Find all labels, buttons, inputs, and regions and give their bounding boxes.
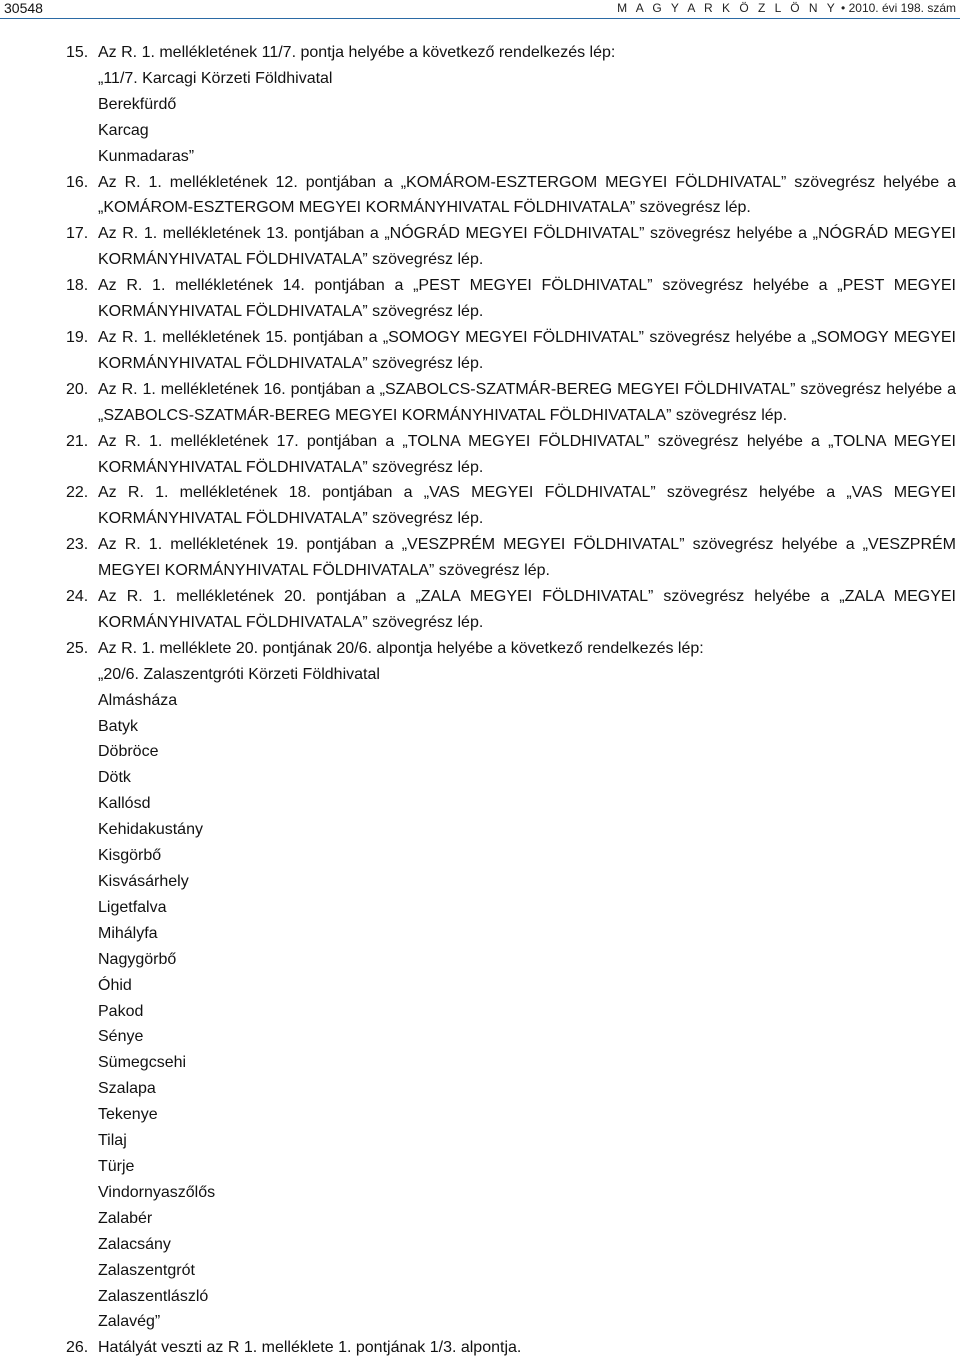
bullet-separator: • bbox=[841, 1, 849, 15]
item-number: 18. bbox=[66, 277, 89, 295]
sub-entry: Dötk bbox=[98, 769, 131, 787]
list-item bbox=[0, 273, 960, 325]
item-text: Az R. 1. mellékletének 17. pontjában a „TOLNA MEGYEI FÖLDHIVATAL” szövegrész helyébe a „TOLNA MEGYEI KORMÁNYHIVATAL FÖLDHIVATALA” szövegrész lép. bbox=[98, 432, 956, 476]
sub-entry: Zalaszentgrót bbox=[98, 1261, 195, 1279]
sub-entry: Tekenye bbox=[98, 1106, 158, 1124]
item-text: Az R. 1. melléklete 20. pontjának 20/6. alpontja helyébe a következő rendelkezés lép: bbox=[98, 639, 704, 657]
sub-entry: „11/7. Karcagi Körzeti Földhivatal bbox=[98, 69, 333, 87]
item-number: 22. bbox=[66, 484, 89, 502]
item-text: Az R. 1. mellékletének 15. pontjában a „SOMOGY MEGYEI FÖLDHIVATAL” szövegrész helyébe a „SOMOGY MEGYEI KORMÁNYHIVATAL FÖLDHIVATALA” szövegrész lép. bbox=[98, 328, 956, 372]
item-text: Az R. 1. mellékletének 12. pontjában a „KOMÁROM-ESZTERGOM MEGYEI FÖLDHIVATAL” szövegrész helyébe a „KOMÁROM-ESZTERGOM MEGYEI KORMÁNYHIVATAL FÖLDHIVATALA” szövegrész lép. bbox=[98, 173, 956, 217]
list-item bbox=[0, 532, 960, 584]
list-item bbox=[0, 325, 960, 377]
journal-title: M A G Y A R K Ö Z L Ö N Y bbox=[617, 1, 838, 15]
item-number: 16. bbox=[66, 173, 89, 191]
list-item bbox=[0, 429, 960, 481]
sub-entry: Ligetfalva bbox=[98, 898, 167, 916]
list-item bbox=[0, 584, 960, 636]
item-number: 19. bbox=[66, 328, 89, 346]
sub-entry: Döbröce bbox=[98, 743, 159, 761]
sub-entry: Karcag bbox=[98, 121, 149, 139]
sub-entry: Batyk bbox=[98, 717, 139, 735]
sub-entry: Türje bbox=[98, 1157, 135, 1175]
item-text: Az R. 1. mellékletének 19. pontjában a „VESZPRÉM MEGYEI FÖLDHIVATAL” szövegrész helyébe a „VESZPRÉM MEGYEI KORMÁNYHIVATAL FÖLDHIVATALA” szövegrész lép. bbox=[98, 536, 956, 580]
sub-entry: Sümegcsehi bbox=[98, 1054, 187, 1072]
item-number: 15. bbox=[66, 44, 89, 61]
sub-entry: Kallósd bbox=[98, 795, 151, 813]
sub-entry: Vindornyaszőlős bbox=[98, 1183, 216, 1201]
sub-entry: Pakod bbox=[98, 1002, 144, 1020]
list-item bbox=[0, 40, 960, 66]
list-item bbox=[0, 170, 960, 222]
sub-entry: Zalaszentlászló bbox=[98, 1287, 209, 1305]
item-text: Hatályát veszti az R 1. melléklete 1. pontjának 1/3. alpontja. bbox=[98, 1339, 522, 1357]
page-header bbox=[0, 0, 960, 20]
item-text: Az R. 1. mellékletének 16. pontjában a „SZABOLCS-SZATMÁR-BEREG MEGYEI FÖLDHIVATAL” szövegrész helyébe a „SZABOLCS-SZATMÁR-BEREG MEGYEI KORMÁNYHIVATAL FÖLDHIVATALA” szövegrész lép. bbox=[98, 380, 956, 424]
sub-entry: Kunmadaras” bbox=[98, 147, 195, 165]
sub-entry: Zalabér bbox=[98, 1209, 153, 1227]
item-text: Az R. 1. mellékletének 20. pontjában a „ZALA MEGYEI FÖLDHIVATAL” szövegrész helyébe a „ZALA MEGYEI KORMÁNYHIVATAL FÖLDHIVATALA” szövegrész lép. bbox=[98, 588, 956, 631]
item-number: 17. bbox=[66, 225, 89, 243]
sub-entry: Tilaj bbox=[98, 1132, 127, 1150]
item-number: 26. bbox=[66, 1339, 89, 1357]
list-item bbox=[0, 480, 960, 532]
item-text: Az R. 1. mellékletének 13. pontjában a „NÓGRÁD MEGYEI FÖLDHIVATAL” szövegrész helyébe a „NÓGRÁD MEGYEI KORMÁNYHIVATAL FÖLDHIVATALA” szövegrész lép. bbox=[98, 225, 956, 269]
document-body bbox=[0, 40, 960, 1361]
sub-entry: Kehidakustány bbox=[98, 821, 203, 839]
sub-entry: Zalacsány bbox=[98, 1235, 171, 1253]
sub-entry: Mihályfa bbox=[98, 924, 158, 942]
sub-entry: „20/6. Zalaszentgróti Körzeti Földhivatal bbox=[98, 665, 380, 683]
item-number: 23. bbox=[66, 536, 89, 554]
item-number: 20. bbox=[66, 380, 89, 398]
item-number: 24. bbox=[66, 588, 89, 606]
running-header bbox=[617, 0, 956, 16]
sub-entry: Zalavég” bbox=[98, 1313, 161, 1331]
sub-entry: Kisvásárhely bbox=[98, 873, 189, 890]
item-text: Az R. 1. mellékletének 18. pontjában a „VAS MEGYEI FÖLDHIVATAL” szövegrész helyébe a „VAS MEGYEI KORMÁNYHIVATAL FÖLDHIVATALA” szövegrész lép. bbox=[98, 484, 956, 528]
item-number: 21. bbox=[66, 432, 89, 450]
page-number: 30548 bbox=[4, 0, 43, 16]
sub-entry: Szalapa bbox=[98, 1080, 156, 1098]
item-text: Az R. 1. mellékletének 11/7. pontja helyébe a következő rendelkezés lép: bbox=[98, 44, 616, 61]
list-item bbox=[0, 221, 960, 273]
sub-entry: Nagygörbő bbox=[98, 950, 177, 968]
sub-entry: Berekfürdő bbox=[98, 95, 177, 113]
sub-entry: Almásháza bbox=[98, 691, 178, 709]
issue-number: 2010. évi 198. szám bbox=[848, 1, 956, 15]
list-item bbox=[0, 636, 960, 662]
sub-entry: Kisgörbő bbox=[98, 847, 162, 865]
item-text: Az R. 1. mellékletének 14. pontjában a „PEST MEGYEI FÖLDHIVATAL” szövegrész helyébe a „PEST MEGYEI KORMÁNYHIVATAL FÖLDHIVATALA” szövegrész lép. bbox=[98, 277, 956, 321]
header-rule bbox=[0, 18, 960, 19]
sub-entry: Óhid bbox=[98, 976, 132, 994]
list-item bbox=[0, 1335, 960, 1361]
list-item bbox=[0, 377, 960, 429]
sub-entry: Sénye bbox=[98, 1028, 144, 1046]
item-number: 25. bbox=[66, 639, 89, 657]
